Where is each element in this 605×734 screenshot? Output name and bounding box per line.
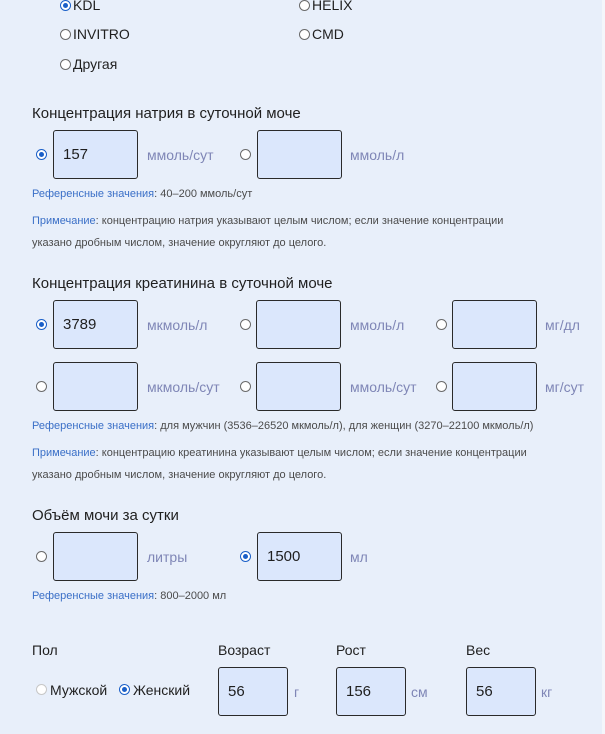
- creatinine-reference: [32, 420, 533, 432]
- creatinine-r1c3-input[interactable]: [452, 300, 537, 349]
- sodium-reference-label: Референсные значения: [32, 188, 155, 200]
- lab-kdl-label: KDL: [73, 0, 101, 13]
- creatinine-note: [32, 447, 527, 459]
- sex-male-label: Мужской: [50, 682, 108, 698]
- sodium-value2-input[interactable]: [257, 130, 342, 179]
- sodium-unit1-label: ммоль/сут: [147, 147, 214, 163]
- sodium-unit2-radio[interactable]: [240, 149, 251, 160]
- sodium-unit2-label: ммоль/л: [350, 147, 405, 163]
- creatinine-r2c2-radio[interactable]: [240, 381, 251, 392]
- creatinine-note-label: Примечание: [32, 447, 96, 459]
- volume-liters-input[interactable]: [53, 532, 138, 581]
- creatinine-reference-text: : для мужчин (3536–26520 мкмоль/л), для женщин (3270–22100 мкмоль/л): [154, 420, 534, 432]
- sex-female-radio[interactable]: [119, 684, 130, 695]
- sodium-note-line1: : концентрацию натрия указывают целым числом; если значение концентрации: [95, 215, 504, 227]
- sodium-note-line2: указано дробным числом, значение округляют до целого.: [32, 237, 327, 249]
- creatinine-r2c1-radio[interactable]: [36, 381, 47, 392]
- sodium-reference: [32, 188, 252, 200]
- creatinine-note-line2: указано дробным числом, значение округляют до целого.: [32, 469, 327, 481]
- creatinine-r2c3-input[interactable]: [452, 362, 537, 411]
- height-unit: см: [411, 684, 428, 700]
- creatinine-r1c1-unit: мкмоль/л: [147, 317, 208, 333]
- volume-reference-label: Референсные значения: [32, 590, 155, 602]
- weight-label: Вес: [466, 642, 491, 658]
- creatinine-r2c1-unit: мкмоль/сут: [147, 379, 220, 395]
- creatinine-r1c2-unit: ммоль/л: [350, 317, 405, 333]
- creatinine-r2c1-input[interactable]: [53, 362, 138, 411]
- age-unit: г: [294, 684, 300, 700]
- volume-reference: [32, 590, 226, 602]
- volume-reference-text: : 800–2000 мл: [154, 590, 227, 602]
- lab-invitro-radio[interactable]: [60, 29, 71, 40]
- sex-label: Пол: [32, 642, 58, 658]
- creatinine-r1c3-unit: мг/дл: [545, 317, 580, 333]
- lab-other-label: Другая: [73, 56, 118, 72]
- sodium-title: Концентрация натрия в суточной моче: [32, 105, 301, 122]
- lab-other-radio[interactable]: [60, 59, 71, 70]
- creatinine-note-line1: : концентрацию креатинина указывают целым числом; если значение концентрации: [95, 447, 527, 459]
- volume-ml-radio[interactable]: [240, 551, 251, 562]
- creatinine-r1c2-radio[interactable]: [240, 319, 251, 330]
- creatinine-title: Концентрация креатинина в суточной моче: [32, 275, 333, 292]
- lab-invitro-label: INVITRO: [73, 26, 130, 42]
- sex-female-label: Женский: [133, 682, 191, 698]
- volume-ml-unit: мл: [350, 549, 368, 565]
- creatinine-r2c3-unit: мг/сут: [545, 379, 585, 395]
- weight-unit: кг: [541, 684, 553, 700]
- lab-helix-radio[interactable]: [299, 0, 310, 11]
- lab-kdl-radio[interactable]: [60, 0, 71, 11]
- volume-liters-radio[interactable]: [36, 551, 47, 562]
- volume-title: Объём мочи за сутки: [32, 507, 179, 524]
- sodium-unit1-radio[interactable]: [36, 149, 47, 160]
- creatinine-r1c3-radio[interactable]: [436, 319, 447, 330]
- height-input[interactable]: [336, 667, 406, 716]
- weight-input[interactable]: [466, 667, 536, 716]
- creatinine-r1c1-radio[interactable]: [36, 319, 47, 330]
- creatinine-r2c3-radio[interactable]: [436, 381, 447, 392]
- creatinine-r2c2-input[interactable]: [256, 362, 341, 411]
- lab-cmd-label: CMD: [312, 26, 344, 42]
- creatinine-reference-label: Референсные значения: [32, 420, 155, 432]
- creatinine-r1c1-input[interactable]: [53, 300, 138, 349]
- sex-male-radio[interactable]: [36, 684, 47, 695]
- age-input[interactable]: [218, 667, 288, 716]
- sodium-reference-text: : 40–200 ммоль/сут: [154, 188, 253, 200]
- creatinine-r2c2-unit: ммоль/сут: [350, 379, 417, 395]
- age-label: Возраст: [218, 642, 271, 658]
- height-label: Рост: [336, 642, 366, 658]
- lab-cmd-radio[interactable]: [299, 29, 310, 40]
- sodium-note: [32, 215, 503, 227]
- volume-liters-unit: литры: [147, 549, 188, 565]
- lab-helix-label: HELIX: [312, 0, 353, 13]
- creatinine-r1c2-input[interactable]: [256, 300, 341, 349]
- sodium-note-label: Примечание: [32, 215, 96, 227]
- volume-ml-input[interactable]: [257, 532, 342, 581]
- sodium-value1-input[interactable]: [53, 130, 138, 179]
